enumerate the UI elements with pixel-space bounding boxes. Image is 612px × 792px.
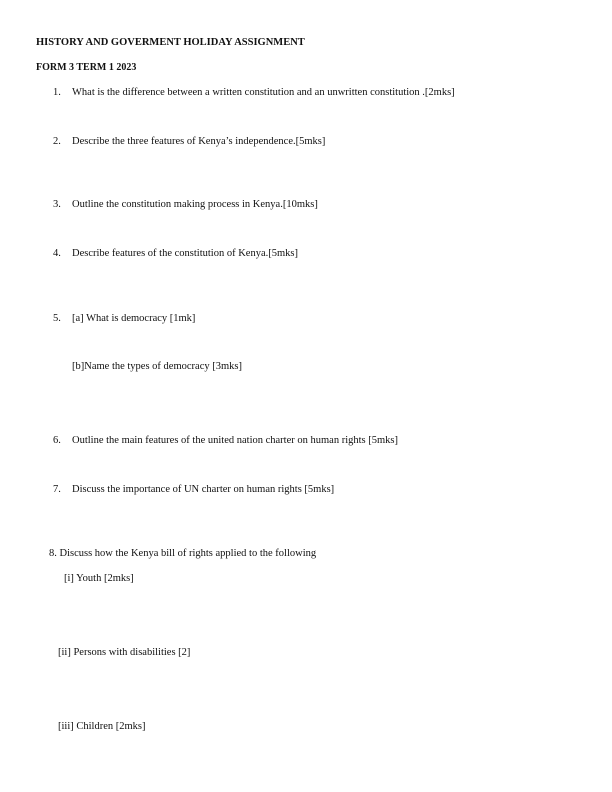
question-number: 1.: [53, 87, 61, 98]
document-subtitle: FORM 3 TERM 1 2023: [36, 62, 137, 73]
question-text: Discuss the importance of UN charter on human rights [5mks]: [72, 484, 335, 495]
question-number: 5.: [53, 313, 61, 324]
question-subpart: [b]Name the types of democracy [3mks]: [72, 361, 242, 372]
question-text: Describe features of the constitution of Kenya.[5mks]: [72, 248, 298, 259]
question-subpart: [i] Youth [2mks]: [64, 573, 134, 584]
question-number: 4.: [53, 248, 61, 259]
question-subpart: [iii] Children [2mks]: [58, 721, 146, 732]
question-text: Outline the main features of the united nation charter on human rights [5mks]: [72, 435, 398, 446]
question-text: 8. Discuss how the Kenya bill of rights applied to the following: [49, 548, 317, 559]
document-title: HISTORY AND GOVERMENT HOLIDAY ASSIGNMENT: [36, 37, 305, 48]
question-number: 6.: [53, 435, 61, 446]
question-subpart: [ii] Persons with disabilities [2]: [58, 647, 191, 658]
question-number: 3.: [53, 199, 61, 210]
question-text: Outline the constitution making process in Kenya.[10mks]: [72, 199, 318, 210]
question-text: [a] What is democracy [1mk]: [72, 313, 196, 324]
question-text: What is the difference between a written constitution and an unwritten constitution .[2mks]: [72, 87, 455, 98]
question-number: 2.: [53, 136, 61, 147]
question-text: Describe the three features of Kenya’s independence.[5mks]: [72, 136, 326, 147]
question-number: 7.: [53, 484, 61, 495]
